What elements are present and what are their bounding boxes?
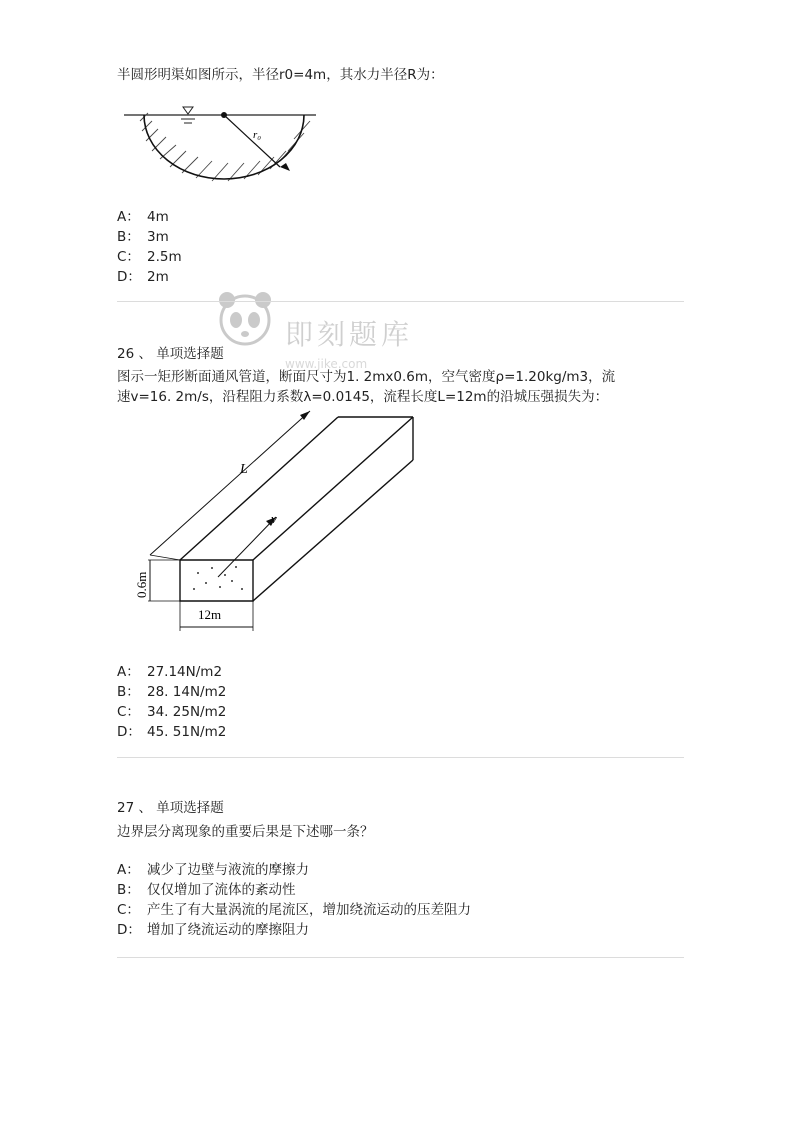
watermark-brand: 即刻题库: [285, 318, 414, 351]
q26-option-b: B： 28. 14N/m2: [117, 684, 227, 700]
q26-height-label: 0.6m: [134, 571, 149, 598]
q27-option-b: B： 仅仅增加了流体的紊动性: [117, 882, 296, 898]
q26-option-d: D： 45. 51N/m2: [117, 724, 227, 740]
q26-velocity-label: v: [271, 511, 277, 526]
q27-header: 27 、 单项选择题: [117, 800, 224, 816]
q26-width-label: 12m: [198, 607, 222, 622]
q25-stem: 半圆形明渠如图所示，半径r0=4m，其水力半径R为：: [117, 67, 444, 83]
q25-option-d: D： 2m: [117, 269, 169, 285]
q25-option-c: C： 2.5m: [117, 249, 182, 265]
q27-option-d: D： 增加了绕流运动的摩擦阻力: [117, 922, 309, 938]
watermark-url: www.jike.com: [285, 357, 368, 371]
q27-option-c: C： 产生了有大量涡流的尾流区，增加绕流运动的压差阻力: [117, 902, 471, 918]
divider: [117, 957, 684, 958]
q27-option-a: A： 减少了边壁与液流的摩擦力: [117, 862, 309, 878]
q26-stem-line2: 速v=16. 2m/s，沿程阻力系数λ=0.0145，流程长度L=12m的沿城压强损失为：: [117, 389, 609, 405]
q26-option-c: C： 34. 25N/m2: [117, 704, 227, 720]
q26-duct-figure: [128, 405, 428, 635]
q26-stem-line1: 图示一矩形断面通风管道，断面尺寸为1. 2mx0.6m，空气密度ρ=1.20kg/m3，流: [117, 369, 616, 385]
divider: [117, 757, 684, 758]
divider: [117, 301, 684, 302]
q26-length-label: L: [240, 462, 248, 477]
q27-stem: 边界层分离现象的重要后果是下述哪一条？: [117, 824, 374, 840]
q25-option-b: B： 3m: [117, 229, 169, 245]
q26-option-a: A： 27.14N/m2: [117, 664, 223, 680]
q25-radius-label: r₀: [253, 129, 262, 141]
q25-option-a: A： 4m: [117, 209, 169, 225]
q25-semicircle-channel-figure: [120, 95, 320, 195]
q26-header: 26 、 单项选择题: [117, 346, 224, 362]
